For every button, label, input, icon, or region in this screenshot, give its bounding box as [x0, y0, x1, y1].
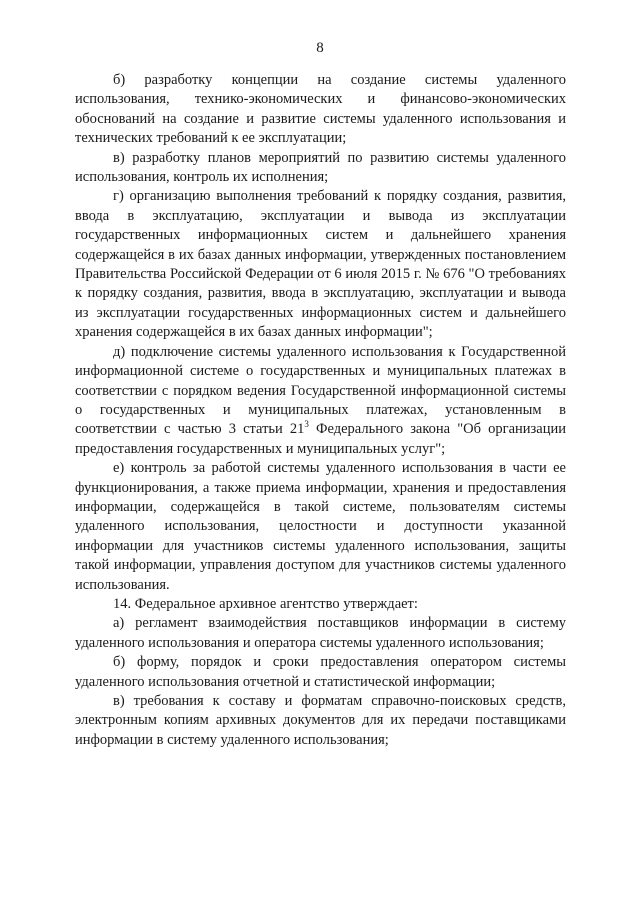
paragraph-g-requirements: г) организацию выполнения требований к порядку создания, развития, ввода в эксплуатацию, эксплуатации и вывода из эксплуатации государственных информационных систем и дальнейшего хранения содержащейся в их базах данных информации, утвержденных постановлением Правительства Российской Федерации от 6 июля 2015 г. № 676 "О требованиях к порядку создания, развития, ввода в эксплуатацию, эксплуатации и вывода из эксплуатации государственных информационных систем и дальнейшего хранения содержащейся в их базах данных информации";: [75, 188, 566, 341]
paragraph-e-control: е) контроль за работой системы удаленного использования в части ее функционирования, а также приема информации, хранения и предоставления информации, содержащейся в такой системе, пользователям системы удаленного использования, целостности и доступности указанной информации для участников системы удаленного использования, защиты такой информации, управления доступом для участников системы удаленного использования.: [75, 460, 566, 593]
paragraph-v-format-requirements: в) требования к составу и форматам справочно-поисковых средств, электронным копиям архивных документов для их передачи поставщиками информации в систему удаленного использования;: [75, 693, 566, 748]
paragraph-d-text-end: Федерального закона "Об организации предоставления государственных и муниципальных услуг";: [75, 421, 566, 457]
section-14-heading: 14. Федеральное архивное агентство утверждает:: [113, 595, 418, 612]
paragraph-b-reporting-form: б) форму, порядок и сроки предоставления оператором системы удаленного использования отчетной и статистической информации;: [75, 654, 566, 690]
superscript-article-number: 3: [304, 419, 309, 430]
page-number: 8: [316, 40, 324, 56]
paragraph-d-text-start: д) подключение системы удаленного использования к Государственной информационной системе о государственных и муниципальных платежах в соответствии с порядком ведения Государственной информационной системы о государственных и муниципальных платежах, установленным в соответствии с частью 3 статьи 21: [75, 343, 566, 438]
document-body: [75, 71, 566, 750]
paragraph-v-plans: в) разработку планов мероприятий по развитию системы удаленного использования, контроль их исполнения;: [75, 149, 566, 186]
paragraph-b-concept: б) разработку концепции на создание системы удаленного использования, технико-экономических и финансово-экономических обоснований на создание и развитие системы удаленного использования и технических требований к ее эксплуатации;: [75, 72, 566, 147]
paragraph-d-connection: [75, 343, 566, 459]
paragraph-a-regulation: а) регламент взаимодействия поставщиков информации в систему удаленного использования и оператора системы удаленного использования;: [75, 615, 566, 651]
